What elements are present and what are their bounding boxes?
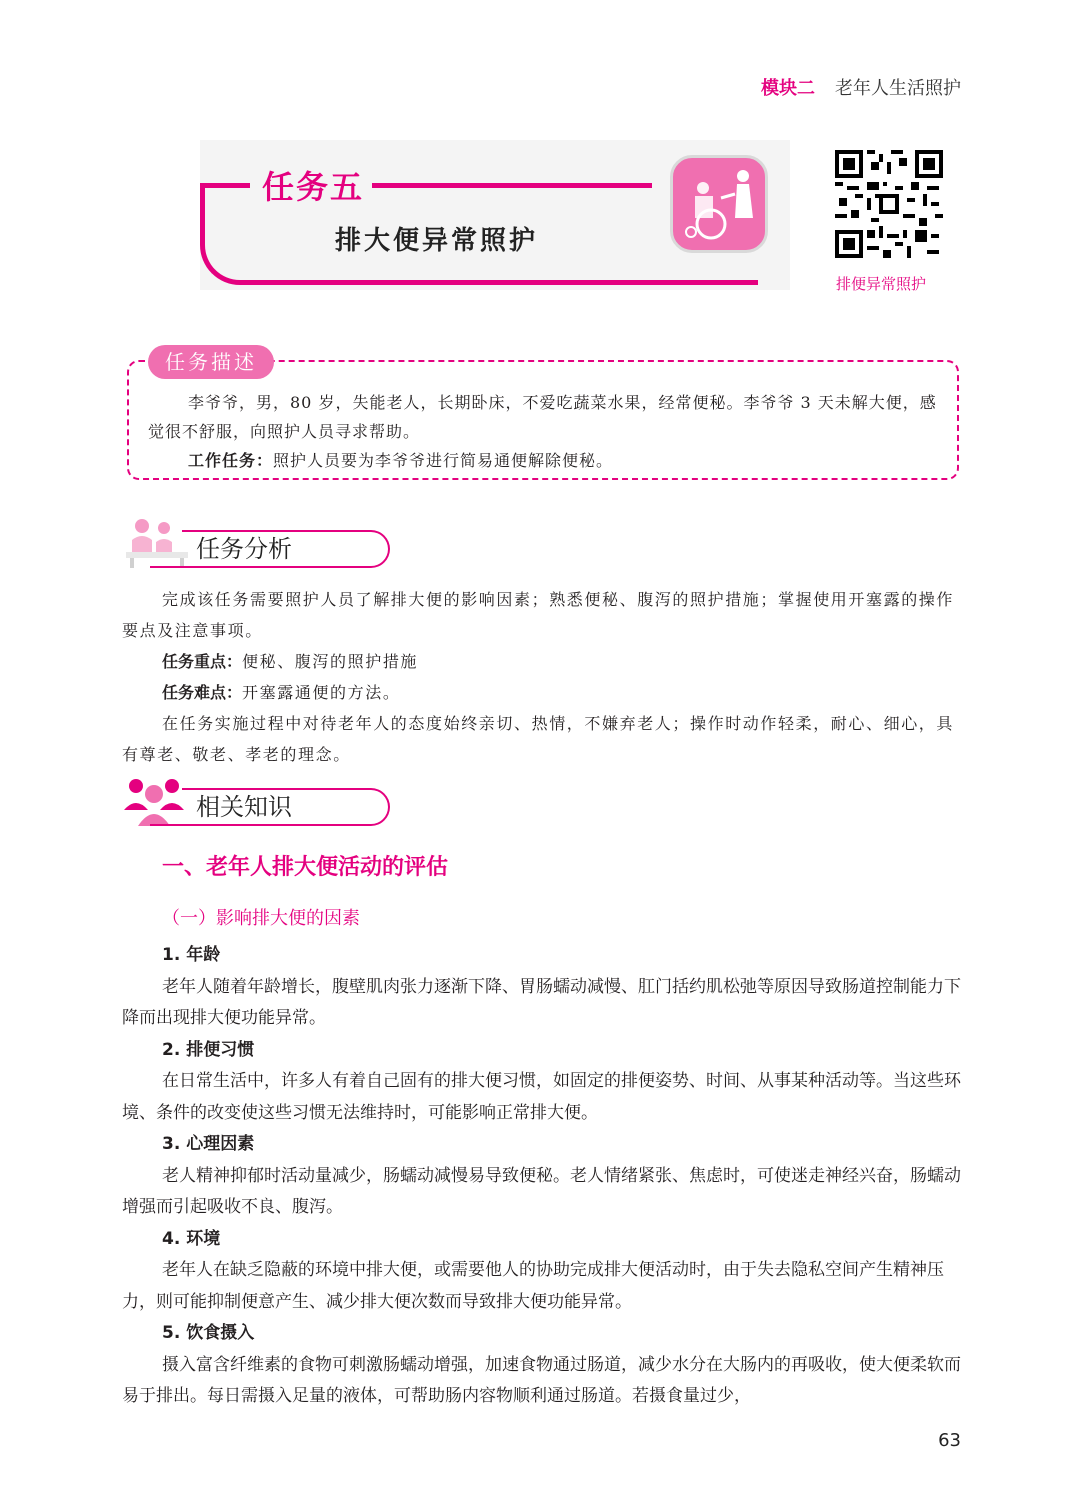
analysis-paragraph: 在任务实施过程中对待老年人的态度始终亲切、热情，不嫌弃老人；操作时动作轻柔，耐心、细心，具有尊老、敬老、孝老的理念。 (122, 714, 955, 764)
task-description-tag: 任务描述 (148, 345, 274, 379)
task-title: 排大便异常照护 (335, 226, 539, 256)
module-label: 模块二 (761, 78, 815, 99)
heading-level-2: （一）影响排大便的因素 (162, 908, 360, 929)
task-description-text (148, 388, 938, 475)
key-point-label: 任务重点： (162, 652, 243, 671)
banner-line (258, 280, 758, 285)
heading-level-1: 一、老年人排大便活动的评估 (162, 854, 449, 880)
module-title: 老年人生活照护 (835, 78, 961, 99)
difficulty-text: 开塞露通便的方法。 (242, 683, 401, 702)
difficulty-label: 任务难点： (162, 683, 243, 702)
task-analysis-content (122, 584, 962, 770)
knowledge-body (122, 940, 962, 1413)
caregiver-wheelchair-icon (670, 155, 768, 253)
task-number: 任务五 (262, 168, 365, 206)
factor-title: 3. 心理因素 (162, 1134, 255, 1154)
page-number: 63 (938, 1430, 961, 1451)
banner-bracket (200, 183, 260, 285)
key-point-line (122, 646, 962, 677)
factor-title: 1. 年龄 (162, 945, 221, 965)
section-title: 相关知识 (182, 788, 390, 826)
qr-caption: 排便异常照护 (836, 275, 927, 293)
factor-text: 摄入富含纤维素的食物可刺激肠蠕动增强，加速食物通过肠道，减少水分在大肠内的再吸收，使大便柔软而易于排出。每日需摄入足量的液体，可帮助肠内容物顺利通过肠道。若摄食量过少， (122, 1354, 961, 1406)
key-point-text: 便秘、腹泻的照护措施 (242, 652, 419, 671)
factor-title: 2. 排便习惯 (162, 1039, 255, 1060)
factor-title: 5. 饮食摄入 (162, 1323, 255, 1343)
work-task-label: 工作任务： (188, 451, 274, 470)
running-header (761, 74, 961, 100)
factor-text: 老人精神抑郁时活动量减少，肠蠕动减慢易导致便秘。老人情绪紧张、焦虑时，可使迷走神经兴奋，肠蠕动增强而引起吸收不良、腹泻。 (122, 1165, 961, 1217)
factor-text: 老年人在缺乏隐蔽的环境中排大便，或需要他人的协助完成排大便活动时，由于失去隐私空间产生精神压力，则可能抑制便意产生、减少排大便次数而导致排大便功能异常。 (122, 1260, 944, 1312)
task-banner (200, 140, 790, 290)
difficulty-line (122, 677, 962, 708)
description-paragraph: 李爷爷，男，80 岁，失能老人，长期卧床，不爱吃蔬菜水果，经常便秘。李爷爷 3 天未解大便，感觉很不舒服，向照护人员寻求帮助。 (148, 393, 937, 441)
section-title: 任务分析 (182, 530, 390, 568)
factor-title: 4. 环境 (162, 1228, 221, 1249)
factor-text: 在日常生活中，许多人有着自己固有的排大便习惯，如固定的排便姿势、时间、从事某种活动等。当这些环境、条件的改变使这些习惯无法维持时，可能影响正常排大便。 (122, 1071, 961, 1123)
qr-code[interactable] (835, 150, 943, 258)
work-task-text: 照护人员要为李爷爷进行简易通便解除便秘。 (273, 451, 614, 470)
factor-text: 老年人随着年龄增长，腹壁肌肉张力逐渐下降、胃肠蠕动减慢、肛门括约肌松弛等原因导致肠道控制能力下降而出现排大便功能异常。 (122, 976, 961, 1028)
banner-line (372, 183, 652, 188)
analysis-paragraph: 完成该任务需要照护人员了解排大便的影响因素；熟悉便秘、腹泻的照护措施；掌握使用开塞露的操作要点及注意事项。 (122, 590, 955, 640)
work-task-line (148, 446, 938, 475)
